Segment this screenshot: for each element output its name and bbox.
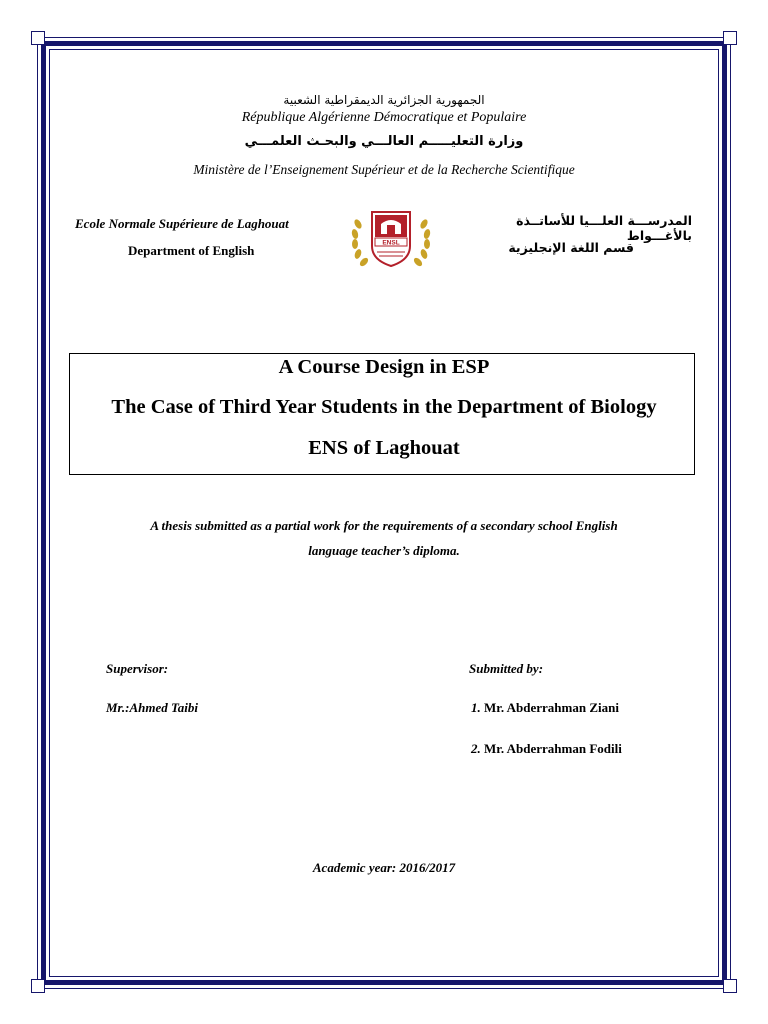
supervisor-label: Supervisor: — [106, 661, 169, 676]
thesis-statement-line-2: language teacher’s diploma. — [308, 543, 460, 558]
french-republic-name: République Algérienne Démocratique et Populaire — [241, 110, 527, 125]
department-name-english: Department of English — [128, 243, 255, 258]
border-corner-top-right — [723, 31, 737, 45]
border-corner-top-left — [31, 31, 45, 45]
department-name-arabic: قسم اللغة الإنجليزية — [508, 240, 634, 255]
school-name-arabic: المدرســـة العلـــيا للأساتــذة بالأغـــواط — [516, 213, 692, 243]
thesis-title-line-3: ENS of Laghouat — [308, 437, 460, 459]
student-entry — [471, 700, 619, 716]
student-name: Mr. Abderrahman Fodili — [484, 741, 622, 756]
thesis-title-line-2: The Case of Third Year Students in the Department of Biology — [111, 396, 657, 418]
thesis-statement — [100, 513, 668, 563]
academic-year: Academic year: 2016/2017 — [312, 860, 456, 875]
student-number: 1. — [471, 700, 481, 715]
student-number: 2. — [471, 741, 481, 756]
student-name: Mr. Abderrahman Ziani — [484, 700, 619, 715]
student-entry — [471, 741, 622, 757]
thesis-statement-line-1: A thesis submitted as a partial work for the requirements of a secondary school English — [150, 518, 618, 533]
school-logo — [348, 206, 434, 272]
arabic-republic-name: الجمهورية الجزائرية الديمقراطية الشعبية — [283, 93, 485, 107]
border-corner-bottom-right — [723, 979, 737, 993]
logo-text: ENSL — [382, 239, 400, 247]
border-corner-bottom-left — [31, 979, 45, 993]
supervisor-name: Mr.:Ahmed Taibi — [106, 700, 198, 715]
school-name-french: Ecole Normale Supérieure de Laghouat — [75, 216, 289, 231]
submitted-by-label: Submitted by: — [469, 661, 544, 676]
french-ministry-name: Ministère de l’Enseignement Supérieur et de la Recherche Scientifique — [193, 162, 575, 177]
thesis-title-line-1: A Course Design in ESP — [278, 356, 490, 378]
arabic-ministry-name: وزارة التعليـــــم العالـــي والبحـث العلمـــي — [244, 134, 524, 149]
